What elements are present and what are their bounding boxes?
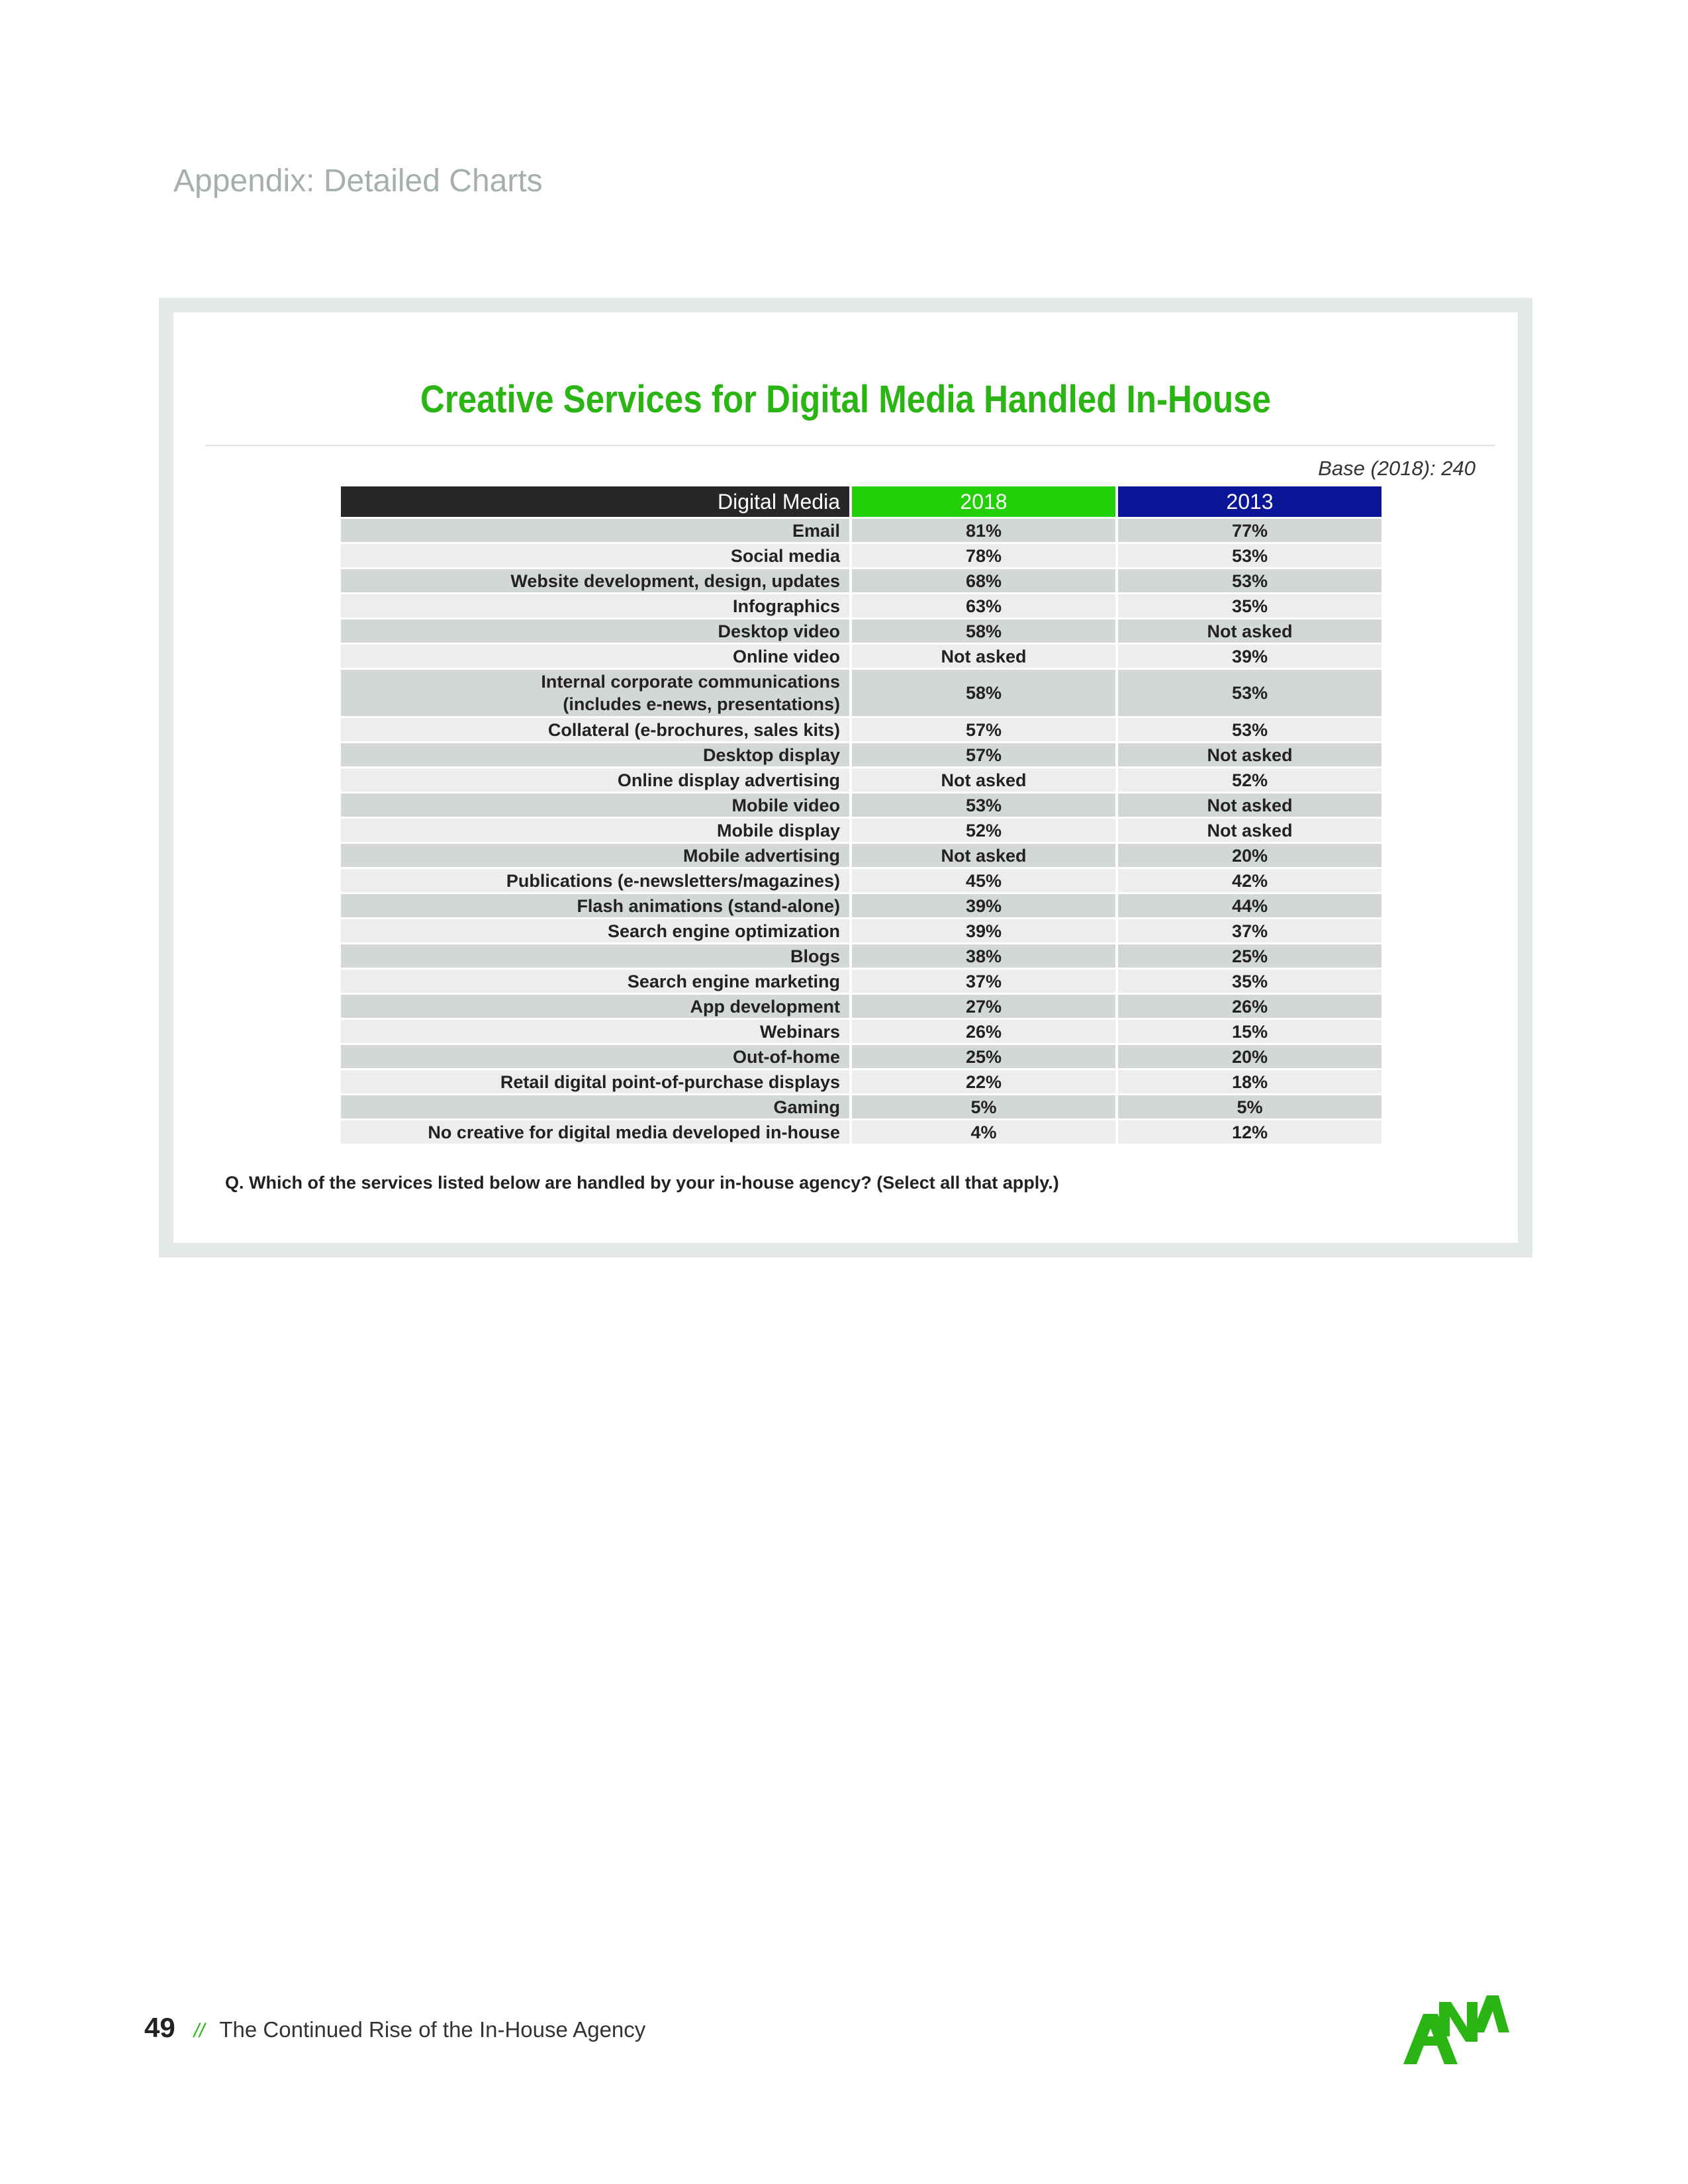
column-header-2013: 2013 bbox=[1118, 486, 1382, 517]
value-2013: Not asked bbox=[1118, 619, 1382, 643]
row-label bbox=[341, 594, 852, 617]
table-row bbox=[341, 1120, 1382, 1144]
row-label bbox=[341, 844, 852, 867]
table-row bbox=[341, 1095, 1382, 1118]
value-2018: Not asked bbox=[852, 768, 1118, 792]
value-2013: Not asked bbox=[1118, 819, 1382, 842]
table-row bbox=[341, 768, 1382, 792]
row-label-text: Flash animations (stand-alone) bbox=[577, 895, 840, 916]
base-note: Base (2018): 240 bbox=[1318, 457, 1476, 480]
value-2013: 25% bbox=[1118, 944, 1382, 968]
value-2018: 27% bbox=[852, 995, 1118, 1018]
row-label bbox=[341, 819, 852, 842]
table-body bbox=[341, 519, 1382, 1144]
row-label-text: Infographics bbox=[732, 596, 840, 616]
row-label bbox=[341, 718, 852, 741]
value-2018: 68% bbox=[852, 569, 1118, 592]
row-label-text: Desktop display bbox=[702, 745, 840, 765]
value-2018: 38% bbox=[852, 944, 1118, 968]
table-row bbox=[341, 1020, 1382, 1043]
row-label bbox=[341, 919, 852, 942]
table-row bbox=[341, 919, 1382, 942]
title-divider bbox=[205, 445, 1495, 446]
value-2013: 44% bbox=[1118, 894, 1382, 917]
row-label-text: Retail digital point-of-purchase displays bbox=[500, 1071, 840, 1092]
value-2013: 20% bbox=[1118, 844, 1382, 867]
value-2013: 52% bbox=[1118, 768, 1382, 792]
value-2018: 63% bbox=[852, 594, 1118, 617]
row-label bbox=[341, 1120, 852, 1144]
row-label bbox=[341, 970, 852, 993]
chart-title: Creative Services for Digital Media Handled In-House bbox=[420, 378, 1271, 421]
table-row bbox=[341, 970, 1382, 993]
value-2013: 53% bbox=[1118, 670, 1382, 716]
row-label-text: Website development, design, updates bbox=[510, 570, 840, 591]
table-row bbox=[341, 1070, 1382, 1093]
value-2018: 57% bbox=[852, 718, 1118, 741]
table-row bbox=[341, 819, 1382, 842]
table-row bbox=[341, 1045, 1382, 1068]
ana-logo-icon bbox=[1403, 1995, 1509, 2068]
value-2018: 39% bbox=[852, 894, 1118, 917]
document-title: The Continued Rise of the In-House Agency bbox=[219, 2017, 646, 2042]
row-label bbox=[341, 869, 852, 892]
row-label-text: Internal corporate communications bbox=[541, 672, 840, 692]
value-2013: Not asked bbox=[1118, 743, 1382, 766]
table-row bbox=[341, 894, 1382, 917]
table-row bbox=[341, 869, 1382, 892]
row-label bbox=[341, 1045, 852, 1068]
value-2018: 5% bbox=[852, 1095, 1118, 1118]
row-label bbox=[341, 569, 852, 592]
value-2018: 58% bbox=[852, 670, 1118, 716]
value-2013: 26% bbox=[1118, 995, 1382, 1018]
row-label-text: Mobile advertising bbox=[682, 845, 840, 866]
row-label-text: Desktop video bbox=[718, 621, 840, 641]
row-label-text: App development bbox=[690, 996, 840, 1017]
row-label bbox=[341, 544, 852, 567]
chart-card bbox=[159, 298, 1532, 1257]
row-label-text: Social media bbox=[730, 545, 840, 566]
row-label bbox=[341, 794, 852, 817]
value-2018: Not asked bbox=[852, 844, 1118, 867]
row-label bbox=[341, 619, 852, 643]
value-2018: 58% bbox=[852, 619, 1118, 643]
table-row bbox=[341, 844, 1382, 867]
value-2018: 57% bbox=[852, 743, 1118, 766]
value-2018: Not asked bbox=[852, 645, 1118, 668]
row-label-text: Online video bbox=[732, 646, 840, 666]
row-label-text-line2: (includes e-news, presentations) bbox=[563, 694, 840, 714]
section-title: Appendix: Detailed Charts bbox=[173, 163, 543, 199]
value-2013: Not asked bbox=[1118, 794, 1382, 817]
value-2013: 53% bbox=[1118, 569, 1382, 592]
table-row bbox=[341, 794, 1382, 817]
table-row bbox=[341, 594, 1382, 617]
value-2013: 77% bbox=[1118, 519, 1382, 542]
survey-question: Q. Which of the services listed below are handled by your in-house agency? (Select all that apply.) bbox=[225, 1173, 1059, 1193]
value-2013: 35% bbox=[1118, 594, 1382, 617]
column-header-digital-media: Digital Media bbox=[341, 486, 852, 517]
row-label bbox=[341, 995, 852, 1018]
row-label bbox=[341, 1070, 852, 1093]
value-2018: 78% bbox=[852, 544, 1118, 567]
value-2013: 15% bbox=[1118, 1020, 1382, 1043]
value-2018: 25% bbox=[852, 1045, 1118, 1068]
column-header-2018: 2018 bbox=[852, 486, 1118, 517]
row-label-text: Online display advertising bbox=[617, 770, 840, 790]
value-2013: 39% bbox=[1118, 645, 1382, 668]
table-header-row bbox=[341, 486, 1382, 517]
table-row bbox=[341, 944, 1382, 968]
row-label bbox=[341, 645, 852, 668]
row-label-text: Mobile display bbox=[716, 820, 840, 841]
value-2018: 81% bbox=[852, 519, 1118, 542]
row-label-text: Blogs bbox=[790, 946, 840, 966]
row-label-text: Search engine optimization bbox=[607, 921, 840, 941]
table-row bbox=[341, 569, 1382, 592]
value-2018: 26% bbox=[852, 1020, 1118, 1043]
row-label bbox=[341, 1020, 852, 1043]
value-2018: 4% bbox=[852, 1120, 1118, 1144]
row-label-text: Collateral (e-brochures, sales kits) bbox=[547, 719, 840, 740]
row-label bbox=[341, 894, 852, 917]
table-row bbox=[341, 670, 1382, 716]
value-2018: 53% bbox=[852, 794, 1118, 817]
page-number: 49 bbox=[144, 2012, 175, 2043]
table-row bbox=[341, 995, 1382, 1018]
row-label bbox=[341, 519, 852, 542]
results-table bbox=[341, 484, 1382, 1146]
table-row bbox=[341, 519, 1382, 542]
row-label-text: No creative for digital media developed in-house bbox=[428, 1122, 840, 1142]
row-label-text: Email bbox=[792, 520, 840, 541]
value-2018: 22% bbox=[852, 1070, 1118, 1093]
value-2013: 53% bbox=[1118, 718, 1382, 741]
value-2013: 53% bbox=[1118, 544, 1382, 567]
row-label-text: Mobile video bbox=[731, 795, 840, 815]
row-label bbox=[341, 944, 852, 968]
row-label-text: Publications (e-newsletters/magazines) bbox=[506, 870, 840, 891]
row-label-text: Out-of-home bbox=[733, 1046, 840, 1067]
value-2013: 12% bbox=[1118, 1120, 1382, 1144]
table-row bbox=[341, 619, 1382, 643]
value-2013: 42% bbox=[1118, 869, 1382, 892]
value-2018: 39% bbox=[852, 919, 1118, 942]
value-2013: 20% bbox=[1118, 1045, 1382, 1068]
row-label bbox=[341, 768, 852, 792]
row-label bbox=[341, 670, 852, 716]
footer-separator: // bbox=[193, 2020, 205, 2042]
row-label bbox=[341, 743, 852, 766]
value-2018: 45% bbox=[852, 869, 1118, 892]
value-2013: 35% bbox=[1118, 970, 1382, 993]
value-2013: 18% bbox=[1118, 1070, 1382, 1093]
row-label-text: Search engine marketing bbox=[627, 971, 840, 991]
value-2018: 37% bbox=[852, 970, 1118, 993]
table-row bbox=[341, 544, 1382, 567]
table-row bbox=[341, 718, 1382, 741]
row-label-text: Webinars bbox=[759, 1021, 840, 1042]
value-2013: 5% bbox=[1118, 1095, 1382, 1118]
value-2018: 52% bbox=[852, 819, 1118, 842]
row-label-text: Gaming bbox=[773, 1097, 840, 1117]
table-row bbox=[341, 743, 1382, 766]
row-label bbox=[341, 1095, 852, 1118]
table-row bbox=[341, 645, 1382, 668]
page-footer bbox=[144, 2012, 645, 2044]
value-2013: 37% bbox=[1118, 919, 1382, 942]
